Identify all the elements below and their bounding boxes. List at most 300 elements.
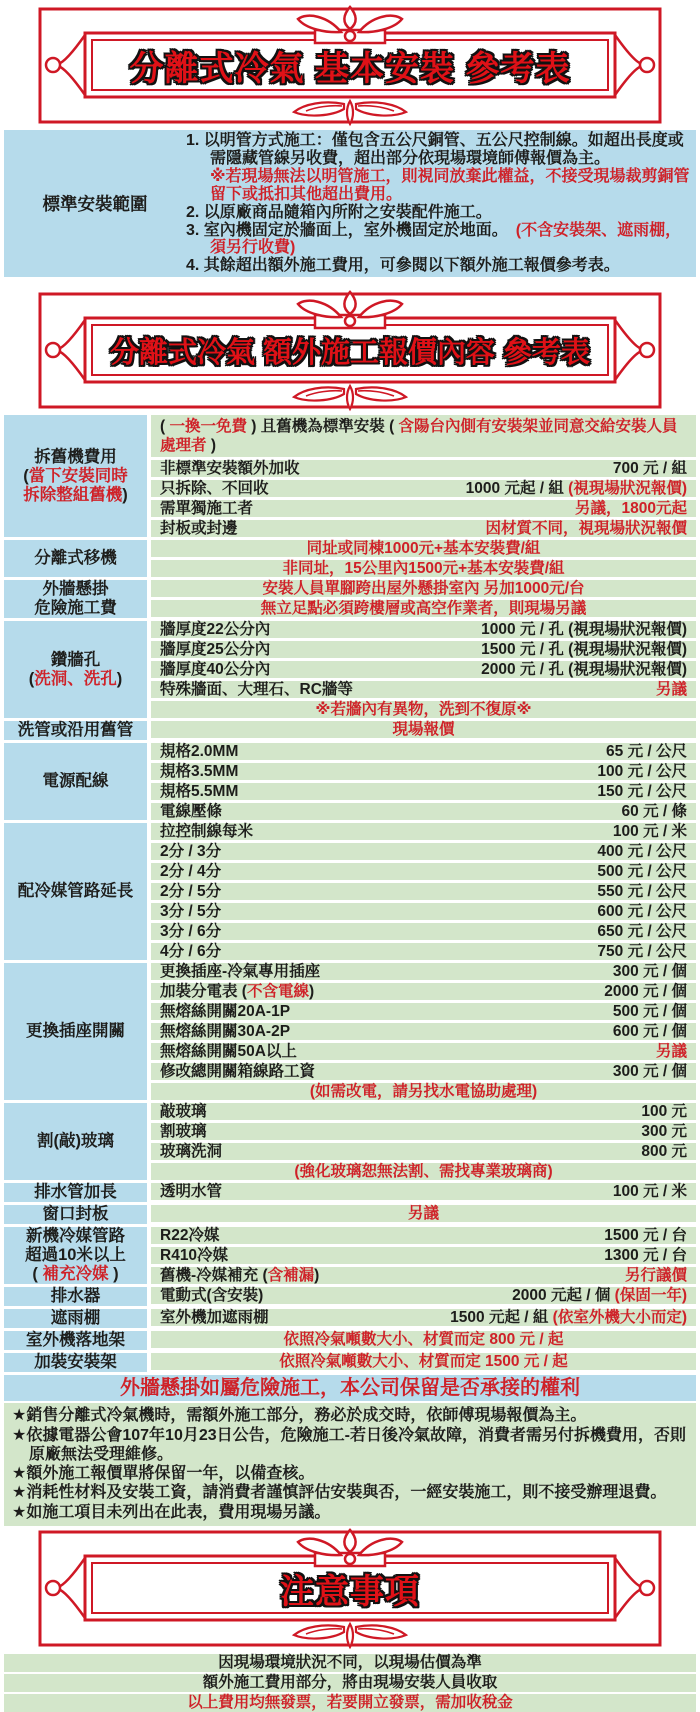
row-value bbox=[597, 763, 687, 780]
text-segment: 遮雨棚 bbox=[50, 1309, 101, 1328]
text-segment: 60 元 / 條 bbox=[621, 803, 687, 821]
row-label bbox=[4, 1287, 147, 1306]
text-segment: 2分 / 4分 bbox=[160, 863, 222, 881]
text-segment: 分離式移機 bbox=[34, 549, 117, 568]
row-value bbox=[604, 1247, 687, 1264]
text-segment: ) bbox=[308, 983, 315, 1001]
row-value bbox=[597, 843, 687, 860]
text-segment: ( bbox=[160, 418, 170, 436]
row-label bbox=[4, 963, 147, 1100]
table-row bbox=[151, 500, 696, 517]
text-segment: 65 元 / 公尺 bbox=[606, 743, 687, 761]
row-label bbox=[4, 1309, 147, 1328]
notice-title: 注意事項 bbox=[280, 1572, 420, 1611]
text-segment: 700 元 / 組 bbox=[612, 460, 687, 478]
row-desc bbox=[160, 823, 253, 840]
row-desc bbox=[160, 1023, 290, 1040]
text-segment: 500 元 / 個 bbox=[612, 1003, 687, 1021]
text-segment: 1500 元 / 台 bbox=[604, 1227, 687, 1245]
row-desc bbox=[160, 1309, 269, 1326]
text-segment: 含陽台內側有安裝架並同意交給安裝人員 處理者 bbox=[160, 418, 678, 455]
text-segment: 洗洞、洗孔 bbox=[34, 669, 117, 688]
row-value bbox=[613, 1003, 687, 1020]
row-desc bbox=[160, 1227, 219, 1244]
text-segment: 室外機加遮雨棚 bbox=[160, 1309, 269, 1327]
table-row bbox=[151, 883, 696, 900]
row-label-line bbox=[26, 1227, 125, 1246]
text-segment: 300 元 bbox=[641, 1123, 687, 1141]
row-label bbox=[4, 1353, 147, 1372]
table-row bbox=[151, 943, 696, 960]
row-value bbox=[613, 1063, 687, 1080]
text-segment: 1500 元起 / 組 bbox=[450, 1309, 553, 1327]
row-desc bbox=[160, 843, 221, 860]
text-segment: 依照冷氣噸數大小、材質而定 1500 元 / 起 bbox=[279, 1353, 568, 1371]
text-segment: 650 元 / 公尺 bbox=[597, 923, 687, 941]
standard-install-line bbox=[186, 222, 690, 258]
row-desc bbox=[160, 1003, 290, 1020]
row-label-line bbox=[34, 599, 117, 618]
text-segment: (強化玻璃恕無法割、需找專業玻璃商) bbox=[294, 1163, 553, 1181]
text-segment: 割玻璃 bbox=[160, 1123, 207, 1141]
price-table bbox=[4, 415, 696, 1372]
note-line: ★消耗性材料及安裝工資，請消費者謹慎評估安裝與否，一經安裝施工，則不接受辦理退費。 bbox=[12, 1484, 667, 1502]
row-label bbox=[4, 823, 147, 960]
table-row bbox=[151, 1103, 696, 1120]
row-desc bbox=[160, 520, 238, 537]
table-group bbox=[4, 823, 696, 960]
text-segment: 加裝安裝架 bbox=[34, 1353, 117, 1372]
text-segment: 因材質不同，視現場狀況報價 bbox=[485, 520, 687, 538]
table-row bbox=[151, 983, 696, 1000]
footer-line: 因現場環境狀況不同，以現場估價為準 bbox=[4, 1654, 696, 1672]
text-segment: 含補漏 bbox=[267, 1267, 315, 1285]
row-label-line bbox=[29, 670, 123, 689]
text-segment: 非同址，15公里內1500元+基本安裝費/組 bbox=[282, 560, 565, 578]
standard-install-terms bbox=[186, 130, 696, 277]
text-segment: 100 元 / 米 bbox=[612, 1183, 687, 1201]
row-desc bbox=[160, 903, 221, 920]
text-segment: 750 元 / 公尺 bbox=[597, 943, 687, 961]
group-rows bbox=[151, 1205, 696, 1224]
table-group bbox=[4, 1331, 696, 1350]
table-row bbox=[151, 1163, 696, 1180]
row-label-line bbox=[34, 448, 117, 467]
row-value bbox=[604, 1227, 687, 1244]
text-segment: (保固一年) bbox=[614, 1287, 687, 1305]
row-label-line bbox=[43, 580, 109, 599]
table-group bbox=[4, 963, 696, 1100]
standard-install-line bbox=[186, 132, 690, 168]
text-segment: R410冷媒 bbox=[160, 1247, 229, 1265]
text-segment: 300 元 / 個 bbox=[612, 963, 687, 981]
text-segment: 1000 元 / 孔 (視現場狀況報價) bbox=[481, 621, 687, 639]
table-group bbox=[4, 1183, 696, 1202]
text-segment: 玻璃洗洞 bbox=[160, 1143, 223, 1161]
standard-install-line bbox=[186, 168, 690, 204]
row-value bbox=[575, 500, 687, 517]
text-segment: ) bbox=[116, 669, 123, 688]
table-row bbox=[151, 1309, 696, 1326]
table-row bbox=[151, 641, 696, 658]
text-segment: 更換插座開關 bbox=[26, 1022, 125, 1041]
row-label bbox=[4, 1227, 147, 1284]
row-label-line bbox=[34, 1183, 117, 1202]
row-desc bbox=[160, 641, 270, 658]
row-desc bbox=[160, 863, 221, 880]
text-segment: 1300 元 / 台 bbox=[604, 1247, 687, 1265]
text-segment: 透明水管 bbox=[160, 1183, 223, 1201]
text-segment: 4分 / 6分 bbox=[160, 943, 222, 961]
row-desc bbox=[160, 1043, 297, 1060]
table-group bbox=[4, 1309, 696, 1328]
row-label-line bbox=[23, 486, 128, 505]
row-label-line bbox=[43, 772, 109, 791]
table-row bbox=[151, 1003, 696, 1020]
row-label bbox=[4, 721, 147, 740]
row-desc bbox=[160, 743, 238, 760]
footer-line: 額外施工費用部分，將由現場安裝人員收取 bbox=[4, 1674, 696, 1692]
row-label-line bbox=[25, 1246, 126, 1265]
row-label-line bbox=[34, 1353, 117, 1372]
row-desc bbox=[160, 500, 253, 517]
row-label bbox=[4, 1331, 147, 1350]
table-row bbox=[151, 763, 696, 780]
row-desc bbox=[160, 480, 269, 497]
table-group bbox=[4, 415, 696, 537]
row-value bbox=[485, 520, 687, 537]
row-value bbox=[597, 903, 687, 920]
table-row bbox=[151, 1247, 696, 1264]
table-row bbox=[151, 1143, 696, 1160]
row-label-line bbox=[51, 651, 101, 670]
row-desc bbox=[160, 923, 221, 940]
basic-install-title: 分離式冷氣 基本安裝 參考表 bbox=[129, 49, 571, 88]
group-rows bbox=[151, 1287, 696, 1306]
table-row bbox=[151, 540, 696, 557]
text-segment: ( bbox=[32, 1265, 43, 1284]
table-row bbox=[151, 661, 696, 678]
table-group bbox=[4, 1287, 696, 1306]
text-segment: 1. 以明管方式施工：僅包含五公尺銅管、五公尺控制線。如超出長度或需隱藏管線另收費，超出部分依現場環境師傅報價為主。 bbox=[186, 132, 684, 167]
text-segment: 另議 bbox=[407, 1205, 439, 1223]
text-segment: 舊機-冷媒補充 ( bbox=[160, 1267, 268, 1285]
table-group bbox=[4, 1103, 696, 1180]
row-label-line bbox=[26, 1331, 125, 1350]
standard-install-line bbox=[186, 257, 690, 275]
text-segment: ) bbox=[108, 1265, 119, 1284]
row-value bbox=[597, 943, 687, 960]
text-segment: 割(敲)玻璃 bbox=[37, 1132, 114, 1151]
text-segment: 配冷媒管路延長 bbox=[17, 882, 134, 901]
text-segment: 封板或封邊 bbox=[160, 520, 238, 538]
table-group bbox=[4, 540, 696, 577]
row-value bbox=[613, 460, 687, 477]
row-value bbox=[622, 803, 687, 820]
table-row bbox=[151, 1205, 696, 1222]
text-segment: 鑽牆孔 bbox=[50, 650, 101, 669]
text-segment: ( bbox=[28, 669, 35, 688]
row-value bbox=[512, 1287, 687, 1304]
footer-section bbox=[4, 1654, 696, 1712]
note-line: ★銷售分離式冷氣機時，需額外施工部分，務必於成交時，依師傅現場報價為主。 bbox=[12, 1407, 587, 1425]
text-segment: 另議 bbox=[655, 681, 687, 699]
text-segment: (不含安裝架、遮雨棚，須另行收費) bbox=[210, 221, 682, 257]
row-desc bbox=[160, 1183, 222, 1200]
row-value bbox=[597, 923, 687, 940]
banner-notice bbox=[38, 1529, 662, 1648]
row-desc bbox=[160, 983, 314, 1000]
table-row bbox=[151, 1023, 696, 1040]
group-rows bbox=[151, 963, 696, 1100]
text-segment: 無熔絲開關30A-2P bbox=[160, 1023, 291, 1041]
text-segment: 規格3.5MM bbox=[160, 763, 239, 781]
table-row bbox=[151, 580, 696, 597]
text-segment: 洗管或沿用舊管 bbox=[17, 721, 134, 740]
row-label bbox=[4, 540, 147, 577]
row-value bbox=[597, 783, 687, 800]
row-value bbox=[656, 681, 687, 698]
table-row bbox=[151, 1287, 696, 1304]
group-rows bbox=[151, 1309, 696, 1328]
text-segment: 拆除整組舊機 bbox=[23, 485, 123, 504]
text-segment: 無熔絲開關50A以上 bbox=[160, 1043, 297, 1061]
group-rows bbox=[151, 823, 696, 960]
text-segment: ) bbox=[206, 437, 216, 455]
row-desc bbox=[160, 681, 353, 698]
text-segment: 3分 / 6分 bbox=[160, 923, 222, 941]
text-segment: 2分 / 3分 bbox=[160, 843, 222, 861]
standard-install-line bbox=[186, 204, 690, 222]
table-row bbox=[151, 681, 696, 698]
row-value bbox=[656, 1043, 687, 1060]
note-line: ★額外施工報價單將保留一年，以備查核。 bbox=[12, 1465, 315, 1483]
row-desc bbox=[160, 1123, 207, 1140]
table-row bbox=[151, 1043, 696, 1060]
price-reference-document bbox=[0, 6, 700, 1712]
table-row bbox=[151, 520, 696, 537]
text-segment: 600 元 / 個 bbox=[612, 1023, 687, 1041]
text-segment: 2. 以原廠商品隨箱內所附之安裝配件施工。 bbox=[186, 203, 492, 221]
table-row bbox=[151, 560, 696, 577]
row-desc bbox=[160, 1143, 222, 1160]
text-segment: (如需改電，請另找水電協助處理) bbox=[309, 1083, 538, 1101]
text-segment: (依室外機大小而定) bbox=[552, 1309, 687, 1327]
text-segment: 150 元 / 公尺 bbox=[597, 783, 687, 801]
row-value bbox=[481, 621, 687, 638]
text-segment: (視現場狀況報價) bbox=[568, 480, 687, 498]
table-row bbox=[151, 1227, 696, 1244]
group-rows bbox=[151, 721, 696, 740]
text-segment: 超過10米以上 bbox=[25, 1246, 126, 1265]
table-row bbox=[151, 923, 696, 940]
text-segment: 1500 元 / 孔 (視現場狀況報價) bbox=[481, 641, 687, 659]
text-segment: 3. 室內機固定於牆面上，室外機固定於地面。 bbox=[186, 221, 516, 239]
table-row bbox=[151, 701, 696, 718]
row-desc bbox=[160, 460, 300, 477]
text-segment: 600 元 / 公尺 bbox=[597, 903, 687, 921]
text-segment: 100 元 bbox=[641, 1103, 687, 1121]
row-value bbox=[597, 863, 687, 880]
text-segment: 新機冷媒管路 bbox=[26, 1227, 125, 1246]
row-label bbox=[4, 580, 147, 618]
row-label-line bbox=[32, 1265, 118, 1284]
group-rows bbox=[151, 743, 696, 820]
group-rows bbox=[151, 1331, 696, 1350]
text-segment: 電源配線 bbox=[42, 772, 109, 791]
row-label-line bbox=[51, 1287, 101, 1306]
row-desc bbox=[160, 943, 221, 960]
row-value bbox=[481, 661, 687, 678]
group-rows bbox=[151, 1353, 696, 1372]
text-segment: 同址或同棟1000元+基本安裝費/組 bbox=[306, 540, 541, 558]
text-segment: 550 元 / 公尺 bbox=[597, 883, 687, 901]
text-segment: 500 元 / 公尺 bbox=[597, 863, 687, 881]
text-segment: 2000 元 / 個 bbox=[604, 983, 687, 1001]
text-segment: ※若現場無法以明管施工，則視同放棄此權益，不接受現場裁剪銅管留下或抵扣其他超出費用。 bbox=[210, 167, 690, 203]
footer-line: 以上費用均無發票，若要開立發票，需加收稅金 bbox=[4, 1694, 696, 1712]
row-desc bbox=[160, 1247, 228, 1264]
text-segment: 修改總開關箱線路工資 bbox=[160, 1063, 316, 1081]
table-row bbox=[151, 743, 696, 760]
table-row bbox=[151, 1267, 696, 1284]
table-row bbox=[151, 843, 696, 860]
text-segment: 依照冷氣噸數大小、材質而定 800 元 / 起 bbox=[283, 1331, 564, 1349]
text-segment: 不含電線 bbox=[246, 983, 309, 1001]
row-label-line bbox=[26, 1022, 125, 1041]
text-segment: 規格2.0MM bbox=[160, 743, 239, 761]
text-segment: 一換一免費 bbox=[169, 418, 247, 436]
text-segment: 牆厚度22公分內 bbox=[160, 621, 271, 639]
row-value bbox=[604, 983, 687, 1000]
text-segment: 牆厚度40公分內 bbox=[160, 661, 271, 679]
row-value bbox=[641, 1123, 687, 1140]
row-label-line bbox=[37, 1132, 114, 1151]
table-group bbox=[4, 1353, 696, 1372]
text-segment: 無立足點必須跨樓層或高空作業者，則現場另議 bbox=[260, 600, 587, 618]
text-segment: 拆舊機費用 bbox=[34, 447, 117, 466]
table-group bbox=[4, 621, 696, 718]
text-segment: 2000 元 / 孔 (視現場狀況報價) bbox=[481, 661, 687, 679]
row-desc bbox=[160, 883, 221, 900]
row-label bbox=[4, 1183, 147, 1202]
standard-install-label: 標準安裝範圍 bbox=[42, 194, 148, 215]
table-row bbox=[151, 1331, 696, 1348]
row-value bbox=[481, 641, 687, 658]
text-segment: 窗口封板 bbox=[42, 1205, 109, 1224]
row-value bbox=[613, 1023, 687, 1040]
note-line: ★依據電器公會107年10月23日公告，危險施工-若日後冷氣故障，消費者需另付拆機費用，否則原廠無法受理維修。 bbox=[12, 1426, 686, 1463]
text-segment: 當下安裝同時 bbox=[28, 466, 128, 485]
table-row bbox=[151, 1183, 696, 1200]
table-row bbox=[151, 1063, 696, 1080]
banner-extra-work-quote bbox=[38, 291, 662, 410]
table-row bbox=[151, 415, 696, 457]
row-value bbox=[606, 743, 687, 760]
row-desc bbox=[160, 763, 238, 780]
notes-section bbox=[4, 1403, 696, 1526]
text-segment: ) bbox=[122, 485, 128, 504]
text-segment: 排水器 bbox=[50, 1287, 101, 1306]
row-desc bbox=[160, 1267, 319, 1284]
text-segment: ( bbox=[23, 466, 29, 485]
row-desc bbox=[160, 661, 270, 678]
text-segment: 安裝人員單腳跨出屋外懸掛室內 另加1000元/台 bbox=[262, 580, 585, 598]
row-label-line bbox=[51, 1309, 101, 1328]
text-segment: ※若牆內有異物，洗到不復原※ bbox=[315, 701, 532, 719]
group-rows bbox=[151, 580, 696, 618]
text-segment: 另行議價 bbox=[624, 1267, 687, 1285]
text-segment: 外牆懸掛 bbox=[42, 580, 109, 599]
row-value bbox=[613, 963, 687, 980]
table-row bbox=[151, 1353, 696, 1370]
row-label-line bbox=[18, 882, 134, 901]
note-line: ★如施工項目未列出在此表，費用現場另議。 bbox=[12, 1503, 331, 1521]
row-desc bbox=[160, 1287, 263, 1304]
table-row bbox=[151, 600, 696, 617]
text-segment: 100 元 / 米 bbox=[612, 823, 687, 841]
text-segment: 無熔絲開關20A-1P bbox=[160, 1003, 291, 1021]
row-label bbox=[4, 621, 147, 718]
row-desc bbox=[160, 963, 320, 980]
row-label bbox=[4, 415, 147, 537]
row-value bbox=[613, 1183, 687, 1200]
group-rows bbox=[151, 415, 696, 537]
table-row bbox=[151, 1083, 696, 1100]
table-group bbox=[4, 1227, 696, 1284]
text-segment: 100 元 / 公尺 bbox=[597, 763, 687, 781]
text-segment: 規格5.5MM bbox=[160, 783, 239, 801]
text-segment: 4. 其餘超出額外施工費用，可參閱以下額外施工報價參考表。 bbox=[186, 257, 620, 275]
row-value bbox=[450, 1309, 687, 1326]
text-segment: 另議，1800元起 bbox=[575, 500, 687, 518]
group-rows bbox=[151, 540, 696, 577]
row-label-line bbox=[23, 467, 128, 486]
text-segment: 特殊牆面、大理石、RC牆等 bbox=[160, 681, 353, 699]
text-segment: ) bbox=[314, 1267, 320, 1285]
table-group bbox=[4, 1205, 696, 1224]
text-segment: 1000 元起 / 組 bbox=[465, 480, 569, 498]
table-row bbox=[151, 621, 696, 638]
text-segment: 3分 / 5分 bbox=[160, 903, 222, 921]
row-label bbox=[4, 1205, 147, 1224]
text-segment: 400 元 / 公尺 bbox=[597, 843, 687, 861]
group-rows bbox=[151, 1227, 696, 1284]
banner-basic-install bbox=[38, 6, 662, 125]
text-segment: 只拆除、不回收 bbox=[160, 480, 269, 498]
text-segment: 補充冷媒 bbox=[42, 1265, 109, 1284]
row-label-line bbox=[18, 721, 134, 740]
row-value bbox=[466, 480, 687, 497]
row-label bbox=[4, 1103, 147, 1180]
table-row bbox=[151, 721, 696, 738]
table-row bbox=[151, 783, 696, 800]
text-segment: 另議 bbox=[655, 1043, 687, 1061]
table-group bbox=[4, 743, 696, 820]
row-desc bbox=[160, 621, 270, 638]
standard-install-section bbox=[4, 130, 696, 277]
text-segment: 電動式(含安裝) bbox=[160, 1287, 264, 1305]
row-value bbox=[613, 823, 687, 840]
text-segment: 敲玻璃 bbox=[160, 1103, 207, 1121]
table-row bbox=[151, 863, 696, 880]
row-label bbox=[4, 743, 147, 820]
table-row bbox=[151, 963, 696, 980]
table-group bbox=[4, 721, 696, 740]
text-segment: 2分 / 5分 bbox=[160, 883, 222, 901]
text-segment: 更換插座-冷氣專用插座 bbox=[160, 963, 321, 981]
row-value bbox=[641, 1103, 687, 1120]
